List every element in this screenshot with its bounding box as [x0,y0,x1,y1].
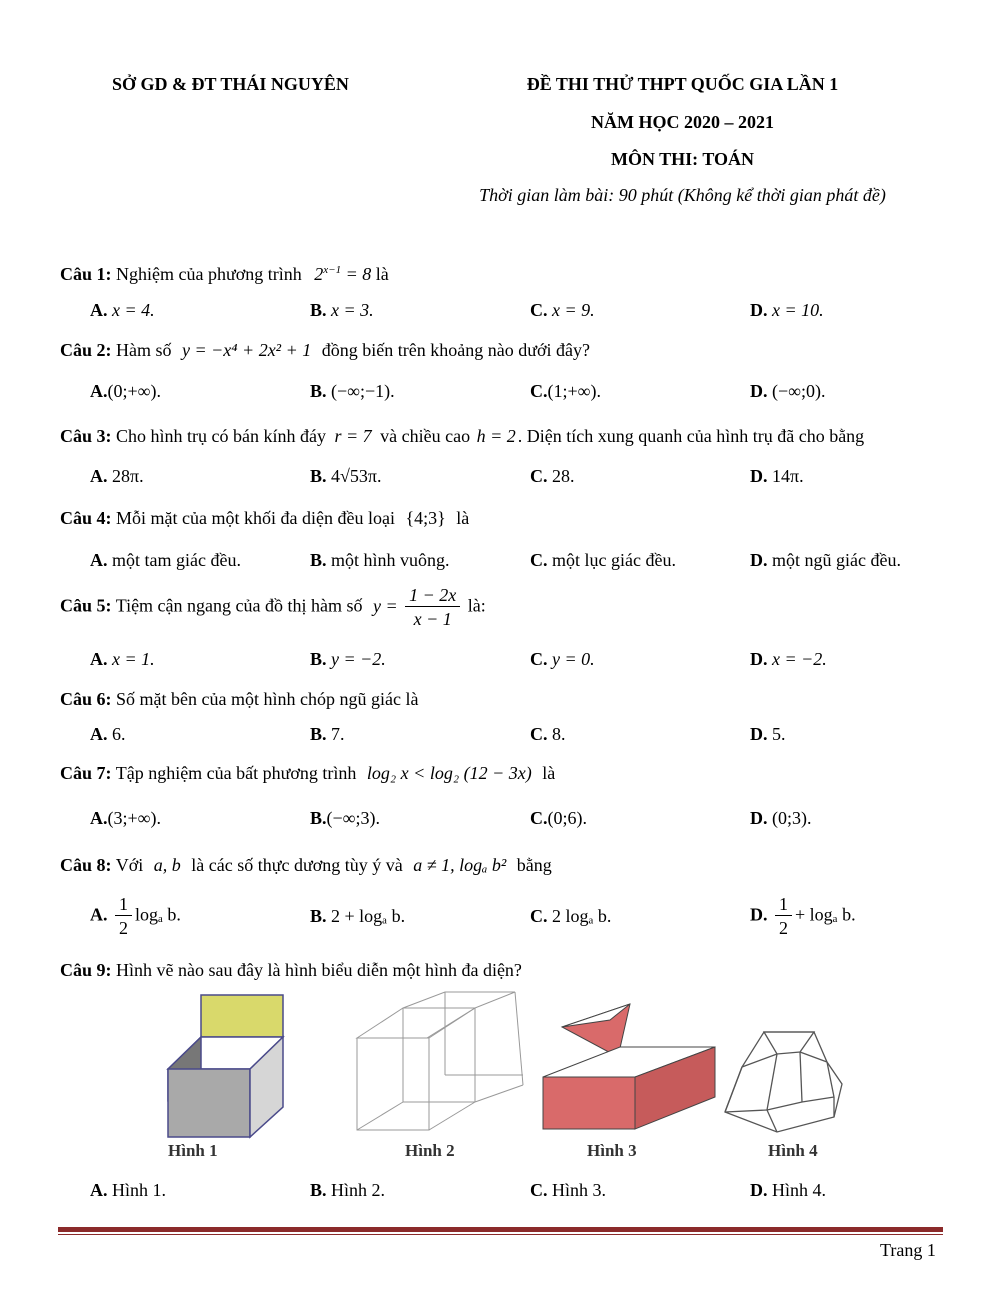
option-b[interactable]: B. y = −2. [310,649,386,669]
question-9: Câu 9: Hình vẽ nào sau đây là hình biểu diễn một hình đa diện? [60,960,522,980]
figure-4 [722,1022,847,1140]
option-b[interactable]: B.(−∞;3). [310,808,380,828]
option-a[interactable]: A. x = 1. [90,649,155,669]
figure-1 [165,992,290,1140]
option-c[interactable]: C. x = 9. [530,300,595,320]
question-text: Nghiệm của phương trình [116,264,302,284]
option-b[interactable]: B. (−∞;−1). [310,381,395,401]
option-d[interactable]: D. một ngũ giác đều. [750,550,901,570]
equation: y = −x⁴ + 2x² + 1 [182,340,312,360]
question-6: Câu 6: Số mặt bên của một hình chóp ngũ giác là [60,689,419,709]
question-4: Câu 4: Mỗi mặt của một khối đa diện đều loại {4;3} là [60,508,470,528]
footer-rule [58,1227,943,1232]
option-d[interactable]: D. Hình 4. [750,1180,826,1200]
option-a[interactable]: A. một tam giác đều. [90,550,241,570]
figure-3 [540,992,720,1140]
option-b[interactable]: B. một hình vuông. [310,550,450,570]
school-name: SỞ GD & ĐT THÁI NGUYÊN [112,74,349,94]
exam-title: ĐỀ THI THỬ THPT QUỐC GIA LẦN 1 [526,74,839,94]
option-a[interactable]: A.(0;+∞). [90,381,161,401]
question-5: Câu 5: Tiệm cận ngang của đồ thị hàm số y = $\frac{1 - 2x}{x - 1}$ là: [60,585,486,629]
option-d[interactable]: D. (0;3). [750,808,812,828]
question-3: Câu 3: Cho hình trụ có bán kính đáy r = 7 và chiều cao h = 2 . Diện tích xung quanh của hình trụ đã cho bằng [60,426,865,446]
option-a[interactable]: A. 6. [90,724,126,744]
subject: MÔN THI: TOÁN [610,149,755,169]
option-a[interactable]: A. Hình 1. [90,1180,166,1200]
option-a[interactable]: A. 28π. [90,466,144,486]
question-8: Câu 8: Với a, b là các số thực dương tùy ý và a ≠ 1, logₐ b² bằng [60,855,552,875]
option-c[interactable]: C. 8. [530,724,566,744]
option-c[interactable]: C.(0;6). [530,808,587,828]
option-c[interactable]: C. y = 0. [530,649,595,669]
figure-2 [355,990,530,1138]
question-2: Câu 2: Hàm số y = −x⁴ + 2x² + 1 đồng biến trên khoảng nào dưới đây? [60,340,590,360]
page-number: Trang 1 [880,1240,936,1260]
option-d[interactable]: D. $\frac{1}{2}$ + logₐ b. [750,894,856,938]
question-1 [60,264,389,285]
option-b[interactable]: B. Hình 2. [310,1180,386,1200]
time-note: Thời gian làm bài: 90 phút (Không kể thời gian phát đề) [479,185,886,205]
option-c[interactable]: C.(1;+∞). [530,381,601,401]
option-a[interactable]: A.(3;+∞). [90,808,161,828]
fraction: $\frac{1 - 2x}{x - 1}$ [405,584,460,631]
footer-rule-thin [58,1234,943,1235]
question-7: Câu 7: Tập nghiệm của bất phương trình log₂ x < log₂ (12 − 3x) là [60,763,556,783]
figure-1-label: Hình 1 [168,1141,218,1160]
figure-2-label: Hình 2 [405,1141,455,1160]
option-b[interactable]: B. 4√53π. [310,466,382,486]
equation: $2^{x-1} = 8$ [314,264,372,284]
option-d[interactable]: D. 5. [750,724,786,744]
option-c[interactable]: C. Hình 3. [530,1180,606,1200]
option-b[interactable]: B. 7. [310,724,345,744]
question-text: là [375,264,389,284]
option-b[interactable]: B. 2 + logₐ b. [310,906,406,926]
option-b[interactable]: B. x = 3. [310,300,374,320]
option-c[interactable]: C. 2 logₐ b. [530,906,612,926]
question-label: Câu 1: [60,264,112,284]
option-c[interactable]: C. 28. [530,466,575,486]
option-d[interactable]: D. 14π. [750,466,804,486]
figure-3-label: Hình 3 [587,1141,637,1160]
option-d[interactable]: D. x = −2. [750,649,827,669]
option-a[interactable]: A. x = 4. [90,300,155,320]
option-d[interactable]: D. x = 10. [750,300,824,320]
option-d[interactable]: D. (−∞;0). [750,381,826,401]
option-a[interactable]: A. $\frac{1}{2}$ logₐ b. [90,894,181,938]
school-year: NĂM HỌC 2020 – 2021 [591,112,774,132]
figure-4-label: Hình 4 [768,1141,818,1160]
option-c[interactable]: C. một lục giác đều. [530,550,676,570]
